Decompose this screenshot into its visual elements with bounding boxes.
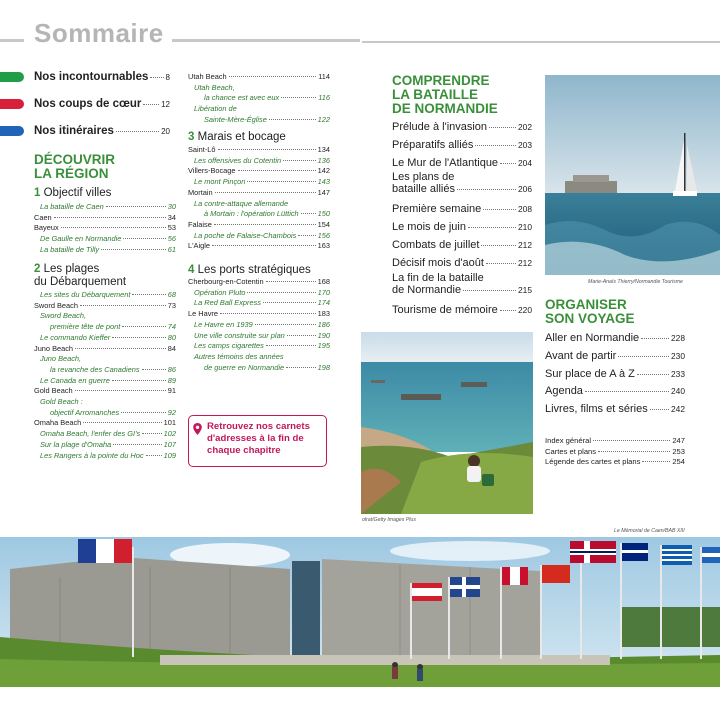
leader-dots bbox=[54, 217, 166, 218]
toc-entry-page: 147 bbox=[317, 187, 330, 197]
toc-entry-label: Omaha Beach bbox=[34, 418, 82, 428]
toc-entry[interactable] bbox=[34, 344, 176, 355]
toc-entry[interactable] bbox=[188, 352, 330, 363]
section-3-list bbox=[188, 145, 330, 252]
section-1-heading bbox=[34, 187, 111, 200]
leader-dots bbox=[500, 310, 516, 311]
leader-dots bbox=[475, 145, 516, 146]
toc-entry[interactable] bbox=[392, 119, 532, 137]
toc-entry-label: Le Havre bbox=[188, 309, 218, 319]
address-callout-text: Retrouvez nos carnets d'adresses à la fin de chaque chapitre bbox=[207, 421, 310, 456]
comprendre-heading bbox=[392, 74, 498, 116]
section-2-heading bbox=[34, 263, 126, 289]
leader-dots bbox=[146, 455, 162, 456]
toc-entry[interactable] bbox=[392, 155, 532, 173]
leader-dots bbox=[122, 326, 166, 327]
toc-entry[interactable] bbox=[545, 366, 685, 384]
toc-entry-label: Gold Beach : bbox=[40, 397, 83, 407]
toc-entry-label: Opération Pluto bbox=[194, 287, 246, 297]
leader-dots bbox=[585, 391, 669, 392]
toc-entry-label: Les plans de bbox=[392, 171, 455, 184]
toc-entry-label: La poche de Falaise-Chambois bbox=[194, 230, 297, 240]
toc-entry-label: la revanche des Canadiens bbox=[50, 364, 140, 374]
intro-page: 20 bbox=[161, 127, 170, 136]
toc-entry-label: Agenda bbox=[545, 385, 583, 398]
toc-entry[interactable] bbox=[188, 298, 330, 309]
section-title: Les plages bbox=[43, 263, 100, 275]
toc-entry[interactable] bbox=[34, 290, 176, 301]
toc-entry-page: 80 bbox=[167, 332, 176, 342]
leader-dots bbox=[287, 335, 316, 336]
toc-entry-label: Prélude à l'invasion bbox=[392, 121, 488, 133]
leader-dots bbox=[618, 356, 669, 357]
toc-entry-label: La Red Ball Express bbox=[194, 298, 261, 308]
toc-entry-label: Une ville construite sur plan bbox=[194, 330, 285, 340]
leader-dots bbox=[80, 305, 166, 306]
toc-entry[interactable] bbox=[188, 231, 330, 242]
memorial-photo-credit: Le Mémorial de Caen/BAB XIII bbox=[614, 528, 685, 534]
toc-entry-page: 163 bbox=[317, 241, 330, 251]
toc-entry-label: L'Aigle bbox=[188, 241, 210, 251]
leader-dots bbox=[457, 189, 516, 190]
toc-entry-label: La contre-attaque allemande bbox=[194, 198, 289, 208]
leader-dots bbox=[650, 409, 669, 410]
leader-dots bbox=[298, 235, 315, 236]
toc-entry-label: Utah Beach, bbox=[194, 82, 235, 92]
leader-dots bbox=[229, 76, 317, 77]
toc-entry[interactable] bbox=[392, 219, 532, 237]
toc-entry-label: Juno Beach, bbox=[40, 354, 82, 364]
intro-page: 12 bbox=[161, 100, 170, 109]
toc-entry[interactable] bbox=[34, 333, 176, 344]
toc-entry[interactable] bbox=[392, 183, 532, 196]
toc-entry-page: 212 bbox=[518, 257, 532, 268]
toc-entry[interactable] bbox=[34, 429, 176, 440]
toc-entry[interactable] bbox=[188, 241, 330, 252]
toc-entry-label: La bataille de Tilly bbox=[40, 244, 100, 254]
comprendre-heading-line1: COMPRENDRE bbox=[392, 73, 490, 88]
toc-entry[interactable] bbox=[545, 436, 685, 447]
toc-entry-page: 34 bbox=[167, 212, 176, 222]
intro-page: 8 bbox=[165, 73, 170, 82]
toc-entry[interactable] bbox=[34, 408, 176, 419]
toc-entry-label: Première semaine bbox=[392, 203, 482, 216]
decouvrir-heading bbox=[34, 153, 115, 181]
leader-dots bbox=[215, 192, 316, 193]
header-rule-left bbox=[0, 39, 24, 42]
toc-entry[interactable] bbox=[545, 348, 685, 366]
section-number: 3 bbox=[188, 131, 195, 143]
toc-entry-page: 212 bbox=[518, 239, 532, 250]
toc-entry-page: 220 bbox=[518, 304, 532, 315]
toc-entry[interactable] bbox=[188, 277, 330, 288]
section-number: 1 bbox=[34, 187, 41, 199]
toc-entry-page: 92 bbox=[167, 407, 176, 417]
toc-entry-label: Le commando Kieffer bbox=[40, 332, 111, 342]
utah-list bbox=[188, 72, 330, 126]
header-rule-middle bbox=[172, 39, 360, 42]
toc-entry-page: 230 bbox=[671, 350, 685, 361]
leader-dots bbox=[486, 263, 516, 264]
toc-entry[interactable] bbox=[545, 457, 685, 468]
toc-entry[interactable] bbox=[188, 309, 330, 320]
leader-dots bbox=[263, 302, 316, 303]
toc-entry-page: 208 bbox=[518, 204, 532, 215]
toc-entry-label: Cherbourg-en-Cotentin bbox=[188, 277, 264, 286]
toc-entry-page: 168 bbox=[317, 277, 330, 286]
leader-dots bbox=[101, 249, 166, 250]
toc-entry-label: Tourisme de mémoire bbox=[392, 303, 498, 316]
section-title-line2: du Débarquement bbox=[34, 276, 127, 288]
toc-entry-label: Livres, films et séries bbox=[545, 403, 648, 416]
toc-entry[interactable] bbox=[188, 209, 330, 220]
toc-entry[interactable] bbox=[188, 220, 330, 231]
toc-entry-page: 190 bbox=[317, 330, 330, 340]
toc-entry-page: 109 bbox=[163, 450, 176, 460]
leader-dots bbox=[142, 369, 166, 370]
toc-entry[interactable] bbox=[188, 72, 330, 83]
toc-entry-label: Sur la plage d'Omaha bbox=[40, 439, 112, 449]
toc-entry-page: 247 bbox=[672, 436, 685, 445]
section-3-heading bbox=[188, 131, 286, 144]
toc-entry[interactable] bbox=[34, 451, 176, 462]
toc-entry-label: Autres témoins des années bbox=[194, 351, 284, 361]
page-title: Sommaire bbox=[34, 18, 164, 48]
section-title: Marais et bocage bbox=[197, 131, 286, 143]
toc-entry[interactable] bbox=[34, 213, 176, 224]
leader-dots bbox=[132, 294, 165, 295]
toc-entry[interactable] bbox=[188, 188, 330, 199]
leader-dots bbox=[266, 281, 316, 282]
leader-dots bbox=[500, 163, 516, 164]
toc-entry[interactable] bbox=[188, 166, 330, 177]
toc-entry[interactable] bbox=[392, 201, 532, 219]
toc-entry[interactable] bbox=[545, 330, 685, 348]
toc-entry[interactable] bbox=[188, 320, 330, 331]
toc-entry[interactable] bbox=[34, 354, 176, 365]
leader-dots bbox=[214, 224, 316, 225]
toc-entry-page: 143 bbox=[317, 177, 330, 187]
green-tab-marker bbox=[0, 72, 24, 82]
toc-entry-label: Saint-Lô bbox=[188, 145, 216, 154]
toc-entry[interactable] bbox=[34, 365, 176, 376]
toc-entry-page: 86 bbox=[167, 364, 176, 374]
leader-dots bbox=[220, 313, 316, 314]
toc-entry-page: 91 bbox=[167, 386, 176, 396]
toc-entry-page: 253 bbox=[672, 446, 685, 456]
leader-dots bbox=[83, 422, 161, 423]
intro-item-incontournables[interactable] bbox=[0, 69, 170, 85]
toc-entry-page: 202 bbox=[518, 122, 532, 132]
toc-entry-label: à Mortain : l'opération Lüttich bbox=[204, 209, 299, 219]
toc-entry-label: Décisif mois d'août bbox=[392, 256, 484, 269]
toc-entry-label: de Normandie bbox=[392, 283, 462, 296]
toc-entry-label: Avant de partir bbox=[545, 349, 617, 362]
toc-entry-page: 61 bbox=[167, 244, 176, 254]
toc-entry-label: Les offensives du Cotentin bbox=[194, 155, 282, 165]
toc-entry[interactable] bbox=[392, 137, 532, 155]
toc-entry[interactable] bbox=[188, 199, 330, 210]
toc-entry-page: 107 bbox=[163, 439, 176, 449]
toc-entry[interactable] bbox=[392, 237, 532, 255]
toc-entry[interactable] bbox=[545, 447, 685, 458]
toc-entry-label: Les Rangers à la pointe du Hoc bbox=[40, 450, 144, 460]
toc-entry-page: 53 bbox=[167, 223, 176, 233]
toc-entry-page: 174 bbox=[317, 298, 330, 308]
leader-dots bbox=[463, 290, 516, 291]
toc-entry[interactable] bbox=[392, 273, 532, 284]
leader-dots bbox=[483, 209, 516, 210]
section-number: 4 bbox=[188, 264, 195, 276]
toc-entry-page: 30 bbox=[167, 202, 176, 211]
leader-dots bbox=[641, 338, 669, 339]
leader-dots bbox=[75, 348, 166, 349]
toc-entry-label: Sword Beach, bbox=[40, 311, 87, 321]
toc-entry-label: Omaha Beach, l'enfer des GI's bbox=[40, 429, 141, 439]
decouvrir-heading-line2: LA RÉGION bbox=[34, 166, 109, 181]
toc-entry[interactable] bbox=[392, 255, 532, 273]
index-list bbox=[545, 436, 685, 468]
toc-entry-label: La bataille de Caen bbox=[40, 202, 104, 211]
intro-item-coups-de-coeur[interactable] bbox=[0, 96, 170, 112]
section-1-list bbox=[34, 202, 176, 256]
toc-entry[interactable] bbox=[34, 376, 176, 387]
intro-label: Nos incontournables bbox=[34, 71, 149, 83]
leader-dots bbox=[75, 390, 166, 391]
toc-entry-page: 84 bbox=[167, 343, 176, 353]
toc-entry-page: 102 bbox=[163, 429, 176, 439]
toc-entry[interactable] bbox=[545, 383, 685, 401]
leader-dots bbox=[281, 97, 316, 98]
toc-entry[interactable] bbox=[392, 302, 532, 320]
leader-dots bbox=[489, 127, 516, 128]
leader-dots bbox=[112, 380, 166, 381]
toc-entry-label: Le Mur de l'Atlantique bbox=[392, 156, 499, 169]
toc-entry[interactable] bbox=[34, 440, 176, 451]
toc-entry-label: Le mont Pinçon bbox=[194, 177, 246, 187]
toc-entry[interactable] bbox=[188, 145, 330, 156]
leader-dots bbox=[269, 119, 316, 120]
toc-entry[interactable] bbox=[188, 288, 330, 299]
toc-entry-page: 170 bbox=[317, 287, 330, 297]
toc-entry-page: 240 bbox=[671, 386, 685, 397]
toc-entry[interactable] bbox=[545, 401, 685, 419]
leader-dots bbox=[218, 149, 316, 150]
section-title: Les ports stratégiques bbox=[197, 264, 311, 276]
toc-entry-label: Légende des cartes et plans bbox=[545, 457, 641, 467]
toc-entry-page: 73 bbox=[167, 300, 176, 310]
toc-entry[interactable] bbox=[188, 341, 330, 352]
toc-entry-page: 210 bbox=[518, 222, 532, 233]
leader-dots bbox=[142, 433, 161, 434]
toc-entry[interactable] bbox=[34, 234, 176, 245]
toc-entry-label: de guerre en Normandie bbox=[204, 362, 285, 372]
toc-entry-page: 101 bbox=[163, 418, 176, 428]
toc-entry-label: la chance est avec eux bbox=[204, 93, 280, 103]
toc-entry-page: 136 bbox=[317, 155, 330, 165]
toc-entry-label: Libération de bbox=[194, 104, 237, 114]
toc-entry[interactable] bbox=[188, 363, 330, 374]
comprendre-heading-line3: DE NORMANDIE bbox=[392, 101, 498, 116]
toc-entry-label: De Gaulle en Normandie bbox=[40, 234, 122, 244]
toc-entry[interactable] bbox=[34, 223, 176, 234]
leader-dots bbox=[286, 367, 316, 368]
toc-entry-page: 114 bbox=[318, 72, 330, 81]
toc-entry-page: 254 bbox=[672, 457, 685, 467]
intro-label: Nos itinéraires bbox=[34, 125, 114, 137]
leader-dots bbox=[247, 292, 315, 293]
toc-entry-page: 156 bbox=[317, 230, 330, 240]
leader-dots bbox=[212, 245, 316, 246]
comprendre-heading-line2: LA BATAILLE bbox=[392, 87, 478, 102]
leader-dots bbox=[468, 227, 516, 228]
toc-entry-label: Aller en Normandie bbox=[545, 332, 640, 344]
toc-entry-page: 228 bbox=[671, 333, 685, 343]
leader-dots bbox=[113, 444, 161, 445]
toc-entry-label: Sword Beach bbox=[34, 300, 78, 310]
toc-entry[interactable] bbox=[188, 331, 330, 342]
toc-entry-page: 56 bbox=[167, 234, 176, 244]
comprendre-list bbox=[392, 119, 532, 319]
toc-entry-label: Combats de juillet bbox=[392, 238, 480, 251]
toc-entry-page: 183 bbox=[317, 309, 330, 319]
red-tab-marker bbox=[0, 99, 24, 109]
toc-entry-page: 74 bbox=[167, 322, 176, 332]
beach-photo bbox=[361, 332, 533, 514]
toc-entry-label: Villers-Bocage bbox=[188, 166, 236, 176]
section-2-list bbox=[34, 290, 176, 461]
toc-entry[interactable] bbox=[392, 284, 532, 297]
leader-dots bbox=[238, 170, 316, 171]
leader-dots bbox=[283, 160, 316, 161]
toc-entry-label: Cartes et plans bbox=[545, 446, 597, 456]
toc-entry[interactable] bbox=[188, 156, 330, 167]
toc-entry-page: 116 bbox=[318, 93, 330, 103]
toc-entry-label: Le Havre en 1939 bbox=[194, 319, 253, 329]
toc-entry-label: Falaise bbox=[188, 219, 212, 229]
section-4-heading bbox=[188, 264, 311, 277]
toc-entry-page: 204 bbox=[518, 157, 532, 168]
toc-entry[interactable] bbox=[188, 177, 330, 188]
toc-entry-label: Sainte-Mère-Église bbox=[204, 114, 267, 124]
section-4-list bbox=[188, 277, 330, 373]
toc-entry-page: 242 bbox=[671, 404, 685, 415]
leader-dots bbox=[598, 451, 670, 452]
toc-entry-label: Bayeux bbox=[34, 223, 59, 233]
toc-entry-page: 186 bbox=[317, 319, 330, 329]
toc-entry[interactable] bbox=[188, 83, 330, 94]
leader-dots bbox=[106, 206, 166, 207]
toc-entry-page: 134 bbox=[317, 145, 330, 154]
leader-dots bbox=[255, 324, 316, 325]
toc-entry[interactable] bbox=[34, 418, 176, 429]
toc-entry-label: Mortain bbox=[188, 187, 213, 197]
toc-entry[interactable] bbox=[188, 115, 330, 126]
toc-entry-label: objectif Arromanches bbox=[50, 407, 120, 417]
leader-dots bbox=[637, 374, 669, 375]
toc-entry-label: Les sites du Débarquement bbox=[40, 290, 131, 299]
location-pin-icon bbox=[193, 423, 202, 435]
toc-entry-label: Gold Beach bbox=[34, 386, 73, 396]
leader-dots bbox=[121, 412, 166, 413]
toc-entry-page: 154 bbox=[317, 219, 330, 229]
toc-entry[interactable] bbox=[34, 386, 176, 397]
toc-entry-label: La fin de la bataille bbox=[392, 271, 484, 284]
intro-label: Nos coups de cœur bbox=[34, 98, 142, 110]
toc-entry[interactable] bbox=[34, 202, 176, 213]
toc-entry-label: bataille alliés bbox=[392, 183, 455, 196]
organiser-heading bbox=[545, 298, 635, 326]
leader-dots bbox=[123, 238, 165, 239]
toc-entry-page: 68 bbox=[167, 290, 176, 299]
organiser-heading-line2: SON VOYAGE bbox=[545, 311, 635, 326]
section-number: 2 bbox=[34, 263, 41, 275]
toc-entry-page: 206 bbox=[518, 184, 532, 195]
leader-dots bbox=[593, 440, 670, 441]
toc-entry[interactable] bbox=[34, 245, 176, 256]
toc-entry-page: 215 bbox=[518, 284, 532, 295]
toc-entry-page: 198 bbox=[317, 362, 330, 372]
toc-entry-page: 195 bbox=[317, 341, 330, 351]
blue-tab-marker bbox=[0, 126, 24, 136]
sailboat-photo-credit: Marie-Anaïs Thierry/Normandie Tourisme bbox=[588, 279, 683, 285]
toc-entry-label: Index général bbox=[545, 436, 592, 445]
organiser-list bbox=[545, 330, 685, 419]
toc-entry-label: Préparatifs alliés bbox=[392, 138, 474, 151]
toc-entry-label: Sur place de A à Z bbox=[545, 367, 635, 380]
toc-entry[interactable] bbox=[34, 301, 176, 312]
toc-entry[interactable] bbox=[34, 397, 176, 408]
toc-entry[interactable] bbox=[34, 322, 176, 333]
leader-dots bbox=[266, 345, 316, 346]
toc-entry-page: 142 bbox=[317, 166, 330, 176]
memorial-panorama-photo bbox=[0, 537, 720, 687]
leader-dots bbox=[301, 213, 316, 214]
toc-entry-page: 150 bbox=[317, 209, 330, 219]
decouvrir-heading-line1: DÉCOUVRIR bbox=[34, 152, 116, 167]
leader-dots bbox=[247, 181, 315, 182]
header-rule-right bbox=[362, 41, 720, 43]
toc-entry-label: Juno Beach bbox=[34, 343, 74, 353]
toc-entry[interactable] bbox=[188, 93, 330, 104]
toc-entry-label: Les camps cigarettes bbox=[194, 341, 264, 351]
toc-entry[interactable] bbox=[34, 311, 176, 322]
toc-entry-label: Utah Beach bbox=[188, 72, 227, 81]
sailboat-photo bbox=[545, 75, 720, 275]
toc-entry-page: 122 bbox=[317, 114, 330, 124]
toc-entry[interactable] bbox=[392, 172, 532, 183]
toc-entry-page: 89 bbox=[167, 375, 176, 385]
toc-entry[interactable] bbox=[188, 104, 330, 115]
toc-entry-page: 203 bbox=[518, 139, 532, 150]
toc-entry-label: Le Canada en guerre bbox=[40, 375, 110, 385]
toc-entry-label: Caen bbox=[34, 212, 52, 222]
toc-entry-page: 233 bbox=[671, 368, 685, 379]
section-title: Objectif villes bbox=[43, 187, 112, 199]
leader-dots bbox=[112, 337, 166, 338]
leader-dots bbox=[481, 245, 516, 246]
toc-entry-label: première tête de pont bbox=[50, 322, 121, 332]
intro-item-itineraires[interactable] bbox=[0, 123, 170, 139]
organiser-heading-line1: ORGANISER bbox=[545, 297, 627, 312]
leader-dots bbox=[61, 227, 166, 228]
toc-entry-label: Le mois de juin bbox=[392, 221, 466, 234]
beach-photo-credit: olrat/Getty Images Plus bbox=[362, 517, 416, 523]
leader-dots bbox=[642, 461, 670, 462]
